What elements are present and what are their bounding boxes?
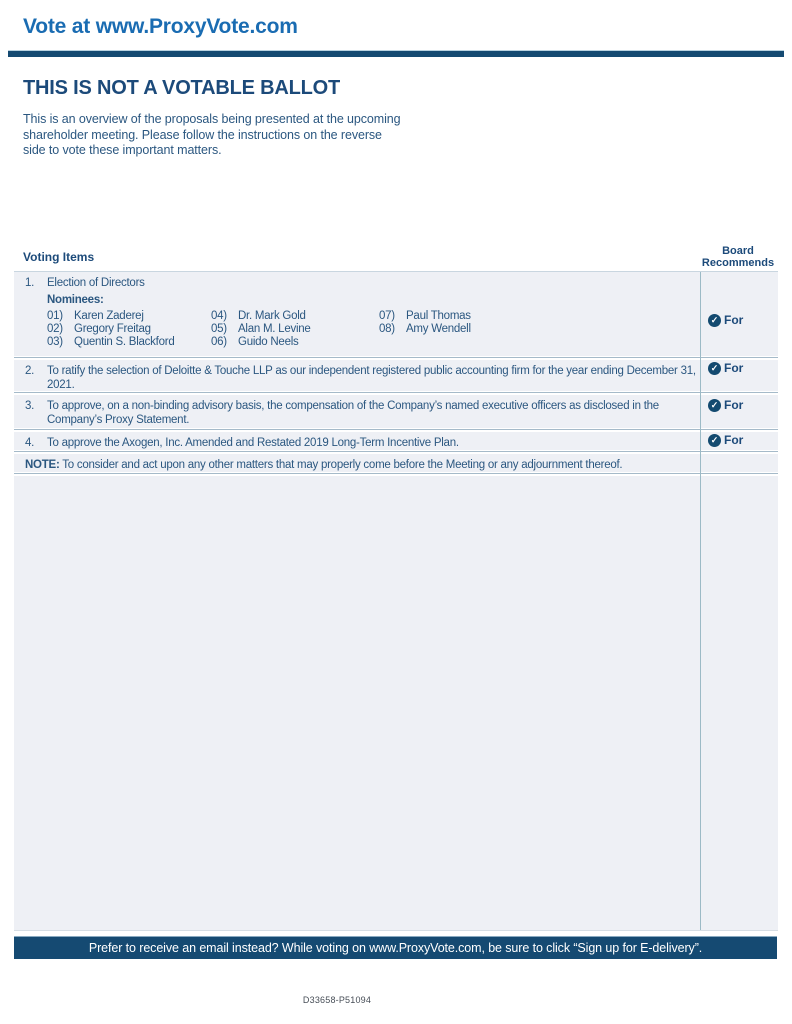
board-recommends-line1: Board [722, 245, 754, 257]
recommendation-label: For [724, 313, 744, 327]
table-row-note [14, 454, 778, 472]
nominee-name: Paul Thomas [406, 310, 471, 322]
nominee-name: Karen Zaderej [74, 310, 144, 322]
table-row-compensation [14, 395, 778, 428]
nominee-number: 06) [211, 336, 227, 348]
nominees-column-2 [211, 310, 379, 349]
edelivery-banner: Prefer to receive an email instead? While voting on www.ProxyVote.com, be sure to click “Sign up for E-delivery”. [14, 936, 777, 959]
nominees-grid [47, 310, 696, 349]
nominees-column-3 [379, 310, 471, 349]
nominee-number: 01) [47, 310, 63, 322]
nominee-number: 03) [47, 336, 63, 348]
nominee [47, 323, 211, 336]
intro-paragraph: This is an overview of the proposals being presented at the upcoming shareholder meeting. Please follow the instructions on the reverse side to vote these important matters. [23, 112, 401, 157]
nominee [211, 323, 379, 336]
nominee [211, 336, 379, 349]
item-4-number: 4. [25, 437, 35, 449]
nominee-name: Dr. Mark Gold [238, 310, 306, 322]
item-3-line [25, 400, 696, 427]
recommendation-label: For [724, 361, 744, 375]
nominee-number: 07) [379, 310, 395, 322]
nominees-column-1 [47, 310, 211, 349]
table-row-election [14, 272, 778, 356]
not-votable-heading: THIS IS NOT A VOTABLE BALLOT [23, 77, 340, 99]
nominee [379, 310, 471, 323]
nominee-number: 05) [211, 323, 227, 335]
table-row-incentive-plan [14, 432, 778, 450]
nominee [47, 336, 211, 349]
item-2-line [25, 365, 696, 392]
item-4-line [25, 437, 696, 451]
recommendation-item-4 [708, 433, 743, 447]
item-3-number: 3. [25, 400, 35, 412]
recommendation-item-3 [708, 398, 743, 412]
nominee [379, 323, 471, 336]
item-1-line [25, 277, 696, 291]
board-recommends-header [697, 245, 779, 269]
recommendation-item-2 [708, 361, 743, 375]
recommendation-label: For [724, 398, 744, 412]
note-label: NOTE: [25, 459, 60, 471]
check-circle-icon: ✓ [708, 434, 721, 447]
check-circle-icon: ✓ [708, 362, 721, 375]
recommendation-item-1 [708, 313, 743, 327]
nominee-name: Quentin S. Blackford [74, 336, 175, 348]
voting-items-header: Voting Items [23, 250, 95, 264]
item-1-number: 1. [25, 277, 35, 289]
nominee [47, 310, 211, 323]
item-2-text: To ratify the selection of Deloitte & Touche LLP as our independent registered public accounting firm for the year ending December 31, 2021. [47, 365, 696, 391]
nominee [211, 310, 379, 323]
header-divider [8, 50, 784, 57]
nominee-number: 02) [47, 323, 63, 335]
voting-items-table [14, 271, 778, 931]
nominee-number: 08) [379, 323, 395, 335]
nominee-number: 04) [211, 310, 227, 322]
nominee-name: Gregory Freitag [74, 323, 151, 335]
nominee-name: Alan M. Levine [238, 323, 311, 335]
nominees-label: Nominees: [47, 293, 104, 306]
row-divider [14, 472, 778, 476]
nominee-name: Amy Wendell [406, 323, 471, 335]
document-code: D33658-P51094 [302, 995, 372, 1005]
note-text: To consider and act upon any other matters that may properly come before the Meeting or any adjournment thereof. [59, 459, 623, 471]
item-1-text: Election of Directors [47, 277, 145, 289]
item-4-text: To approve the Axogen, Inc. Amended and Restated 2019 Long-Term Incentive Plan. [47, 437, 459, 449]
board-recommends-line2: Recommends [701, 257, 775, 269]
page-title: Vote at www.ProxyVote.com [23, 15, 298, 38]
recommends-column-divider [700, 272, 701, 930]
check-circle-icon: ✓ [708, 314, 721, 327]
note-line [25, 459, 696, 473]
check-circle-icon: ✓ [708, 399, 721, 412]
recommendation-label: For [724, 433, 744, 447]
nominee-name: Guido Neels [238, 336, 299, 348]
item-3-text: To approve, on a non-binding advisory basis, the compensation of the Company’s named executive officers as disclosed in the Company’s Proxy Statement. [47, 400, 659, 426]
item-2-number: 2. [25, 365, 35, 377]
table-row-auditor [14, 360, 778, 391]
